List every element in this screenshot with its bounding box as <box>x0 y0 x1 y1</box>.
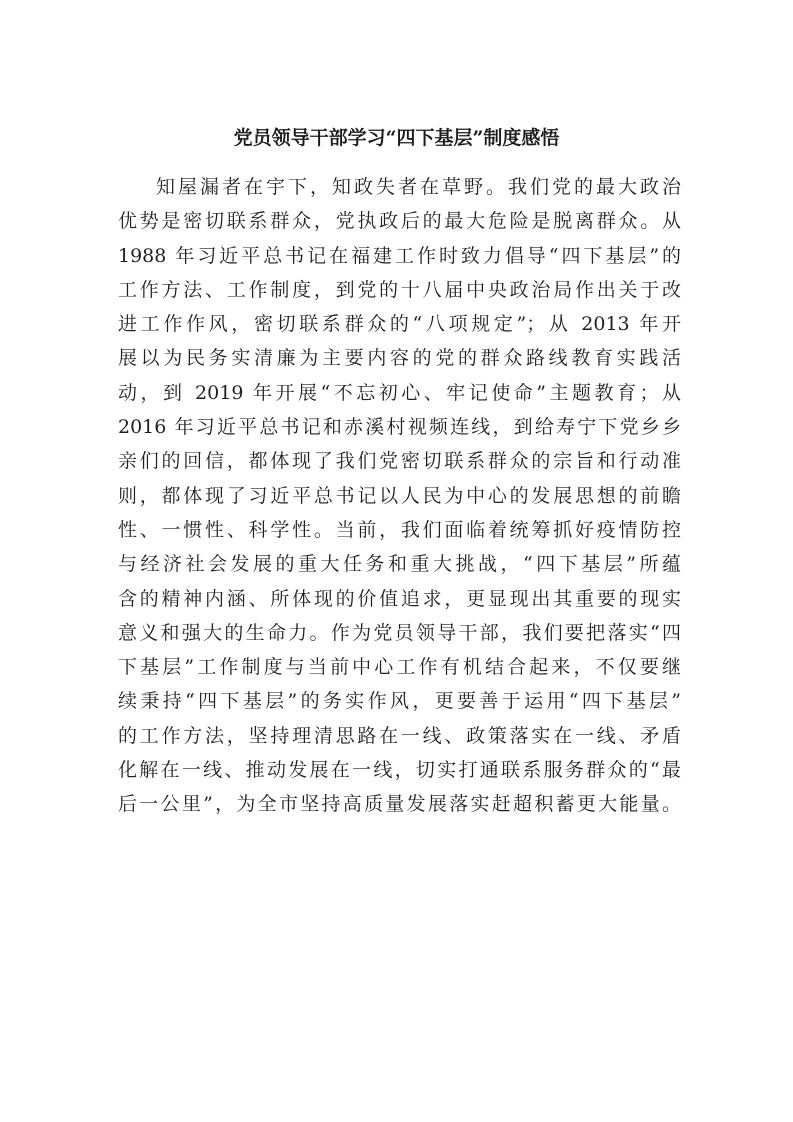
body-line: 动，到 2019 年开展“不忘初心、牢记使命”主题教育；从 <box>118 381 681 404</box>
body-line: 展以为民务实清廉为主要内容的党的群众路线教育实践活 <box>118 347 681 370</box>
body-line: 与经济社会发展的重大任务和重大挑战，“四下基层”所蕴 <box>118 553 681 576</box>
document-body <box>118 170 681 822</box>
body-line: 意义和强大的生命力。作为党员领导干部，我们要把落实“四 <box>118 621 681 644</box>
body-line: 优势是密切联系群众，党执政后的最大危险是脱离群众。从 <box>118 210 681 233</box>
body-line: 2016 年习近平总书记和赤溪村视频连线，到给寿宁下党乡乡 <box>118 416 681 439</box>
body-line: 后一公里”，为全市坚持高质量发展落实赶超积蓄更大能量。 <box>118 793 681 816</box>
body-line: 亲们的回信，都体现了我们党密切联系群众的宗旨和行动准 <box>118 450 681 473</box>
body-line: 下基层”工作制度与当前中心工作有机结合起来，不仅要继 <box>118 656 681 679</box>
body-line: 工作方法、工作制度，到党的十八届中央政治局作出关于改 <box>118 278 681 301</box>
body-line: 含的精神内涵、所体现的价值追求，更显现出其重要的现实 <box>118 587 681 610</box>
body-line: 续秉持“四下基层”的务实作风，更要善于运用“四下基层” <box>118 690 681 713</box>
document-title: 党员领导干部学习“四下基层”制度感悟 <box>233 127 560 149</box>
body-line: 的工作方法，坚持理清思路在一线、政策落实在一线、矛盾 <box>118 724 681 747</box>
body-line: 性、一惯性、科学性。当前，我们面临着统筹抓好疫情防控 <box>118 518 681 541</box>
body-line: 则，都体现了习近平总书记以人民为中心的发展思想的前瞻 <box>118 484 681 507</box>
body-line: 进工作作风，密切联系群众的“八项规定”；从 2013 年开 <box>118 313 681 336</box>
body-line: 化解在一线、推动发展在一线，切实打通联系服务群众的“最 <box>118 759 681 782</box>
body-line: 1988 年习近平总书记在福建工作时致力倡导“四下基层”的 <box>118 244 681 267</box>
body-line: 知屋漏者在宇下，知政失者在草野。我们党的最大政治 <box>156 176 681 198</box>
